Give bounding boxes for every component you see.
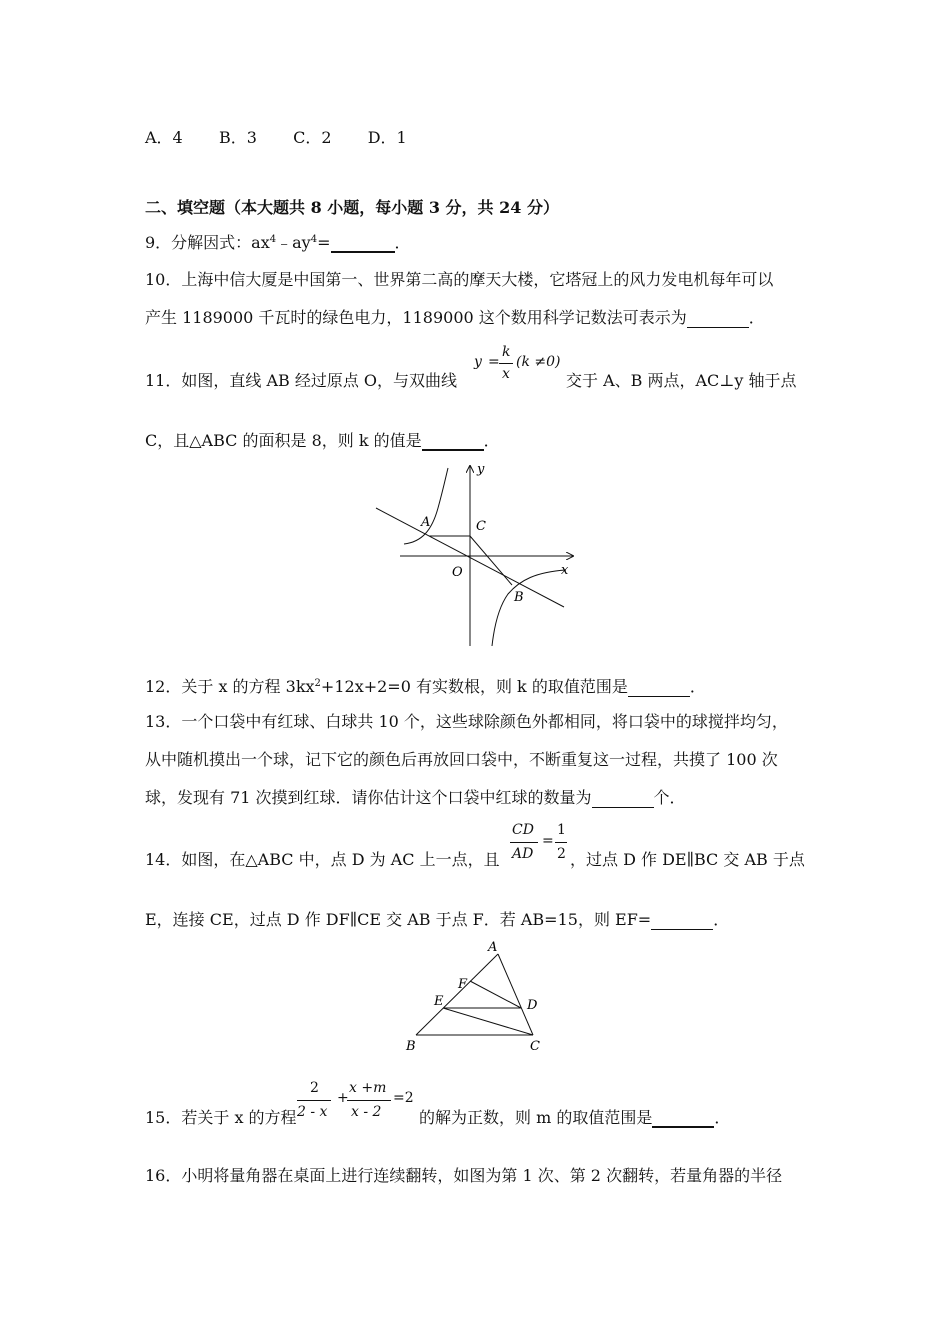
q15-formula bbox=[297, 1078, 419, 1126]
q15-answer-blank[interactable] bbox=[652, 1110, 714, 1128]
label-o: O bbox=[452, 565, 463, 580]
q9-exp2: 4 bbox=[310, 234, 318, 245]
q11-formula-num: k bbox=[502, 344, 511, 360]
label-y: y bbox=[477, 462, 485, 477]
q13-answer-blank[interactable] bbox=[592, 791, 654, 808]
q15-end: ． bbox=[714, 1108, 731, 1127]
q9-eq: = bbox=[317, 233, 331, 252]
question-13-line3 bbox=[145, 788, 686, 808]
label-b: B bbox=[514, 590, 524, 605]
q14-num2: 1 bbox=[557, 822, 566, 838]
q12-answer-blank[interactable] bbox=[628, 680, 690, 697]
q15-den2: x - 2 bbox=[351, 1104, 382, 1120]
q14-line2: E，连接 CE，过点 D 作 DF∥CE 交 AB 于点 F．若 AB=15，则 EF= bbox=[145, 910, 652, 929]
label-c: C bbox=[530, 1039, 540, 1054]
q10-line1: 10．上海中信大厦是中国第一、世界第二高的摩天大楼，它塔冠上的风力发电机每年可以 bbox=[145, 270, 774, 289]
segment-fd bbox=[470, 981, 521, 1008]
q13-line1: 13．一个口袋中有红球、白球共 10 个，这些球除颜色外都相同，将口袋中的球搅拌均匀， bbox=[145, 712, 788, 731]
q9-exp1: 4 bbox=[269, 234, 277, 245]
q15-start: 15．若关于 x 的方程 bbox=[145, 1108, 297, 1127]
q9-end: ． bbox=[394, 233, 411, 252]
q14-num1: CD bbox=[512, 822, 534, 838]
q15-bar2 bbox=[347, 1100, 391, 1101]
question-9 bbox=[145, 233, 411, 253]
label-d: D bbox=[527, 998, 538, 1013]
q12-text-b: +12x+2=0 有实数根，则 k 的取值范围是 bbox=[320, 677, 628, 696]
option-d: D．1 bbox=[367, 128, 407, 147]
q15-num1: 2 bbox=[310, 1080, 319, 1096]
q15-rhs: =2 bbox=[393, 1090, 414, 1106]
q13-line2: 从中随机摸出一个球，记下它的颜色后再放回口袋中，不断重复这一过程，共摸了 100 次 bbox=[145, 750, 778, 769]
segment-ac bbox=[498, 954, 533, 1035]
label-e: E bbox=[434, 994, 444, 1009]
q10-answer-blank[interactable] bbox=[687, 311, 749, 328]
q11-answer-blank[interactable] bbox=[422, 433, 484, 451]
q9-prefix: 9．分解因式：ax bbox=[145, 233, 270, 252]
q9-mid: ﹣ay bbox=[276, 233, 311, 252]
q15-end-text: 的解为正数，则 m 的取值范围是 bbox=[419, 1108, 653, 1127]
label-f: F bbox=[458, 977, 468, 992]
q11-line1-start: 11．如图，直线 AB 经过原点 O，与双曲线 bbox=[145, 371, 458, 390]
option-c: C．2 bbox=[293, 128, 332, 147]
q14-line1-end: ，过点 D 作 DE∥BC 交 AB 于点 bbox=[570, 850, 805, 869]
q11-formula-den: x bbox=[502, 366, 510, 382]
q12-text-a: 12．关于 x 的方程 3kx bbox=[145, 677, 315, 696]
q14-bar2 bbox=[555, 842, 567, 843]
label-b: B bbox=[406, 1039, 416, 1054]
q11-formula bbox=[474, 344, 564, 388]
question-15-end bbox=[419, 1108, 730, 1128]
q14-figure bbox=[400, 938, 560, 1058]
q11-formula-eq: = bbox=[488, 354, 500, 370]
q10-line2: 产生 1189000 千瓦时的绿色电力，1189000 这个数用科学记数法可表示为 bbox=[145, 308, 687, 327]
label-x: x bbox=[561, 563, 569, 578]
hyperbola-branch-lower bbox=[492, 570, 566, 646]
q15-num2: x +m bbox=[349, 1080, 387, 1096]
q14-formula bbox=[510, 822, 574, 866]
segment-ab bbox=[416, 954, 498, 1035]
q15-den1: 2 - x bbox=[297, 1104, 328, 1120]
q10-end: ． bbox=[748, 308, 765, 327]
question-14-line2 bbox=[145, 910, 729, 930]
option-b: B．3 bbox=[218, 128, 257, 147]
q11-formula-bar bbox=[499, 363, 513, 364]
q15-plus: + bbox=[337, 1090, 349, 1106]
question-12 bbox=[145, 677, 706, 697]
hyperbola-branch-upper bbox=[404, 468, 448, 544]
q11-line1-end: 交于 A、B 两点，AC⊥y 轴于点 bbox=[566, 371, 797, 390]
label-a: A bbox=[488, 940, 498, 955]
q14-end: ． bbox=[713, 910, 730, 929]
q11-formula-y: y bbox=[474, 354, 482, 370]
q11-end: ． bbox=[483, 431, 500, 450]
section-title: 二、填空题（本大题共 8 小题，每小题 3 分，共 24 分） bbox=[145, 198, 559, 217]
q12-sup: 2 bbox=[314, 678, 321, 689]
q14-bar1 bbox=[510, 842, 538, 843]
q14-den2: 2 bbox=[557, 846, 566, 862]
option-a: A．4 bbox=[145, 128, 183, 147]
q13-end: 个． bbox=[653, 788, 686, 807]
q15-bar1 bbox=[297, 1100, 331, 1101]
q14-line1-start: 14．如图，在△ABC 中，点 D 为 AC 上一点，且 bbox=[145, 850, 500, 869]
q11-figure bbox=[370, 458, 585, 653]
q13-line3: 球，发现有 71 次摸到红球．请你估计这个口袋中红球的数量为 bbox=[145, 788, 592, 807]
q11-line2: C，且△ABC 的面积是 8，则 k 的值是 bbox=[145, 431, 422, 450]
q9-answer-blank[interactable] bbox=[331, 235, 395, 253]
answer-options bbox=[145, 128, 407, 148]
segment-ec bbox=[443, 1008, 533, 1035]
q14-den1: AD bbox=[512, 846, 534, 862]
q14-eq: = bbox=[542, 833, 554, 849]
question-10-line2 bbox=[145, 308, 765, 328]
question-11-line2 bbox=[145, 431, 500, 451]
q16-line1: 16．小明将量角器在桌面上进行连续翻转，如图为第 1 次、第 2 次翻转，若量角器的半径 bbox=[145, 1166, 783, 1185]
q14-answer-blank[interactable] bbox=[651, 913, 713, 930]
label-c: C bbox=[476, 519, 486, 534]
q12-end: ． bbox=[689, 677, 706, 696]
q11-formula-cond: (k ≠0) bbox=[516, 354, 561, 370]
label-a: A bbox=[421, 515, 431, 530]
